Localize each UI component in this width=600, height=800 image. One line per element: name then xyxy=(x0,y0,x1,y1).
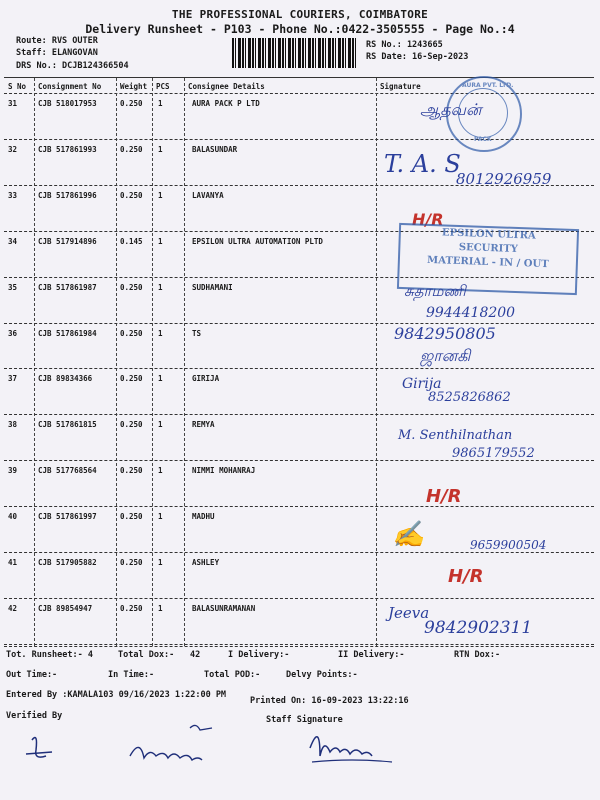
col-consignment: Consignment No xyxy=(38,82,102,91)
staff-underline xyxy=(312,760,392,762)
row-weight: 0.250 xyxy=(120,190,143,200)
stamp-line1: EPSILON ULTRA xyxy=(441,227,536,242)
signature-42-name: Jeeva xyxy=(388,604,430,622)
runsheet-title: Delivery Runsheet - P103 - Phone No.:0422-3505555 - Page No.:4 xyxy=(85,22,515,36)
col-divider xyxy=(34,78,35,646)
row-consignment: CJB 517861993 xyxy=(38,144,97,154)
row-sno: 33 xyxy=(8,190,18,200)
col-weight: Weight xyxy=(120,82,148,91)
signature-32-name: T. A. S xyxy=(384,150,461,178)
row-consignee: BALASUNRAMANAN xyxy=(192,603,256,613)
row-consignee: BALASUNDAR xyxy=(192,144,238,154)
staff: Staff: ELANGOVAN xyxy=(16,48,98,58)
row-consignee: AURA PACK P LTD xyxy=(192,99,260,108)
table-top-border xyxy=(4,77,594,78)
row-consignee: SUDHAMANI xyxy=(192,282,233,292)
stamp-line3: MATERIAL - IN / OUT xyxy=(426,254,549,271)
row-consignment: CJB 517861815 xyxy=(38,420,97,430)
tot-runsheet: Tot. Runsheet:- 4 xyxy=(6,650,93,660)
row-consignee: NIMMI MOHANRAJ xyxy=(192,466,256,476)
row-sno: 40 xyxy=(8,512,18,522)
out-time: Out Time:- xyxy=(6,670,58,680)
row-sno: 34 xyxy=(8,236,18,246)
seal-text-top: AURA PVT. LTD. xyxy=(462,82,514,89)
rs-number: RS No.: 1243665 xyxy=(366,40,443,50)
row-sno: 37 xyxy=(8,374,18,384)
row-sno: 31 xyxy=(8,99,18,108)
col-divider xyxy=(116,78,117,646)
footer-signatures xyxy=(20,718,440,778)
row-consignment: CJB 517861997 xyxy=(38,512,97,522)
row-divider xyxy=(4,644,594,645)
row-consignee: EPSILON ULTRA AUTOMATION PLTD xyxy=(192,236,323,246)
verifier-initial xyxy=(190,725,212,730)
row-consignee: REMYA xyxy=(192,420,215,430)
hr-mark-39: H/R xyxy=(426,486,462,507)
row-weight: 0.250 xyxy=(120,558,143,567)
row-consignment: CJB 89854947 xyxy=(38,603,93,613)
col-divider xyxy=(376,78,377,646)
col-pcs: PCS xyxy=(156,82,170,91)
barcode xyxy=(232,38,358,68)
row-pcs: 1 xyxy=(158,236,163,246)
row-weight: 0.250 xyxy=(120,328,143,338)
row-pcs: 1 xyxy=(158,144,163,154)
row-weight: 0.250 xyxy=(120,99,143,108)
row-pcs: 1 xyxy=(158,99,163,108)
row-weight: 0.145 xyxy=(120,236,143,246)
in-time: In Time:- xyxy=(108,670,155,680)
signature-32-phone: 8012926959 xyxy=(456,170,552,188)
signature-38-phone: 9865179552 xyxy=(452,446,535,461)
staff-signature-label: Staff Signature xyxy=(266,715,343,725)
verifier-mark xyxy=(32,738,46,758)
row-pcs: 1 xyxy=(158,603,163,613)
row-divider xyxy=(4,323,594,324)
row-pcs: 1 xyxy=(158,282,163,292)
row-pcs: 1 xyxy=(158,328,163,338)
signature-31: ஆதவன் xyxy=(420,100,482,119)
rtn-dox: RTN Dox:- xyxy=(454,650,501,660)
printed-on: Printed On: 16-09-2023 13:22:16 xyxy=(250,696,409,706)
row-divider xyxy=(4,506,594,507)
company-name: THE PROFESSIONAL COURIERS, COIMBATORE xyxy=(171,8,429,21)
row-consignment: CJB 517768564 xyxy=(38,466,97,476)
total-dox-label: Total Dox:- xyxy=(118,650,175,660)
hr-mark-41: H/R xyxy=(448,566,484,587)
row-divider xyxy=(4,552,594,553)
row-consignee: GIRIJA xyxy=(192,374,220,384)
row-pcs: 1 xyxy=(158,374,163,384)
drs-number: DRS No.: DCJB124366504 xyxy=(16,61,129,71)
row-consignment: CJB 517861984 xyxy=(38,328,97,338)
row-pcs: 1 xyxy=(158,190,163,200)
row-pcs: 1 xyxy=(158,420,163,430)
total-pod: Total POD:- xyxy=(204,670,261,680)
row-weight: 0.250 xyxy=(120,420,143,430)
row-sno: 42 xyxy=(8,603,18,613)
verified-by: Verified By xyxy=(6,711,63,721)
row-divider xyxy=(4,598,594,599)
signature-42-phone: 9842902311 xyxy=(424,618,533,638)
col-divider xyxy=(184,78,185,646)
verifier-signature xyxy=(130,747,202,760)
signature-40-phone: 9659900504 xyxy=(470,538,547,552)
signature-40-scribble: ✍ xyxy=(392,520,425,550)
row-divider xyxy=(4,368,594,369)
row-sno: 38 xyxy=(8,420,18,430)
row-pcs: 1 xyxy=(158,558,163,567)
i-delivery: I Delivery:- xyxy=(228,650,290,660)
signature-37-name: Girija xyxy=(402,376,442,392)
footer-divider xyxy=(4,646,594,647)
total-dox-value: 42 xyxy=(190,650,201,660)
row-weight: 0.250 xyxy=(120,282,143,292)
row-pcs: 1 xyxy=(158,466,163,476)
col-divider xyxy=(152,78,153,646)
row-sno: 32 xyxy=(8,144,18,154)
row-consignee: ASHLEY xyxy=(192,558,220,567)
row-consignment: CJB 517914896 xyxy=(38,236,97,246)
entered-by: Entered By :KAMALA103 09/16/2023 1:22:00 PM xyxy=(6,690,227,700)
rs-date: RS Date: 16-Sep-2023 xyxy=(366,52,469,62)
signature-35-phone: 9944418200 xyxy=(426,305,516,321)
row-weight: 0.250 xyxy=(120,603,143,613)
row-consignee: TS xyxy=(192,328,202,338)
row-weight: 0.250 xyxy=(120,512,143,522)
col-sno: S No xyxy=(8,82,27,91)
signature-38-name: M. Senthilnathan xyxy=(398,428,513,443)
route: Route: RVS OUTER xyxy=(16,36,98,46)
stamp-line2: SECURITY xyxy=(458,241,519,256)
row-weight: 0.250 xyxy=(120,466,143,476)
ii-delivery: II Delivery:- xyxy=(338,650,405,660)
seal-text-bottom: PACK xyxy=(474,136,492,143)
hr-mark-33: H/R xyxy=(412,210,444,229)
row-consignee: LAVANYA xyxy=(192,190,224,200)
row-consignment: CJB 518017953 xyxy=(38,99,97,108)
staff-signature xyxy=(310,737,372,756)
row-pcs: 1 xyxy=(158,512,163,522)
row-sno: 35 xyxy=(8,282,18,292)
col-signature: Signature xyxy=(380,82,421,91)
row-weight: 0.250 xyxy=(120,144,143,154)
row-consignee: MADHU xyxy=(192,512,215,522)
col-consignee: Consignee Details xyxy=(188,82,265,91)
signature-36-name: ஜானகி xyxy=(420,346,471,365)
row-sno: 39 xyxy=(8,466,18,476)
signature-36-phone: 9842950805 xyxy=(394,324,496,343)
row-sno: 36 xyxy=(8,328,18,338)
signature-37-phone: 8525826862 xyxy=(428,390,511,405)
row-consignment: CJB 517861996 xyxy=(38,190,97,200)
row-weight: 0.250 xyxy=(120,374,143,384)
row-sno: 41 xyxy=(8,558,18,567)
verifier-underline xyxy=(26,752,52,754)
signature-35-name: சுதாமணி xyxy=(404,282,466,300)
row-consignment: CJB 89834366 xyxy=(38,374,93,384)
row-consignment: CJB 517905882 xyxy=(38,558,97,567)
delvy-points: Delvy Points:- xyxy=(286,670,358,680)
row-consignment: CJB 517861987 xyxy=(38,282,97,292)
row-divider xyxy=(4,414,594,415)
